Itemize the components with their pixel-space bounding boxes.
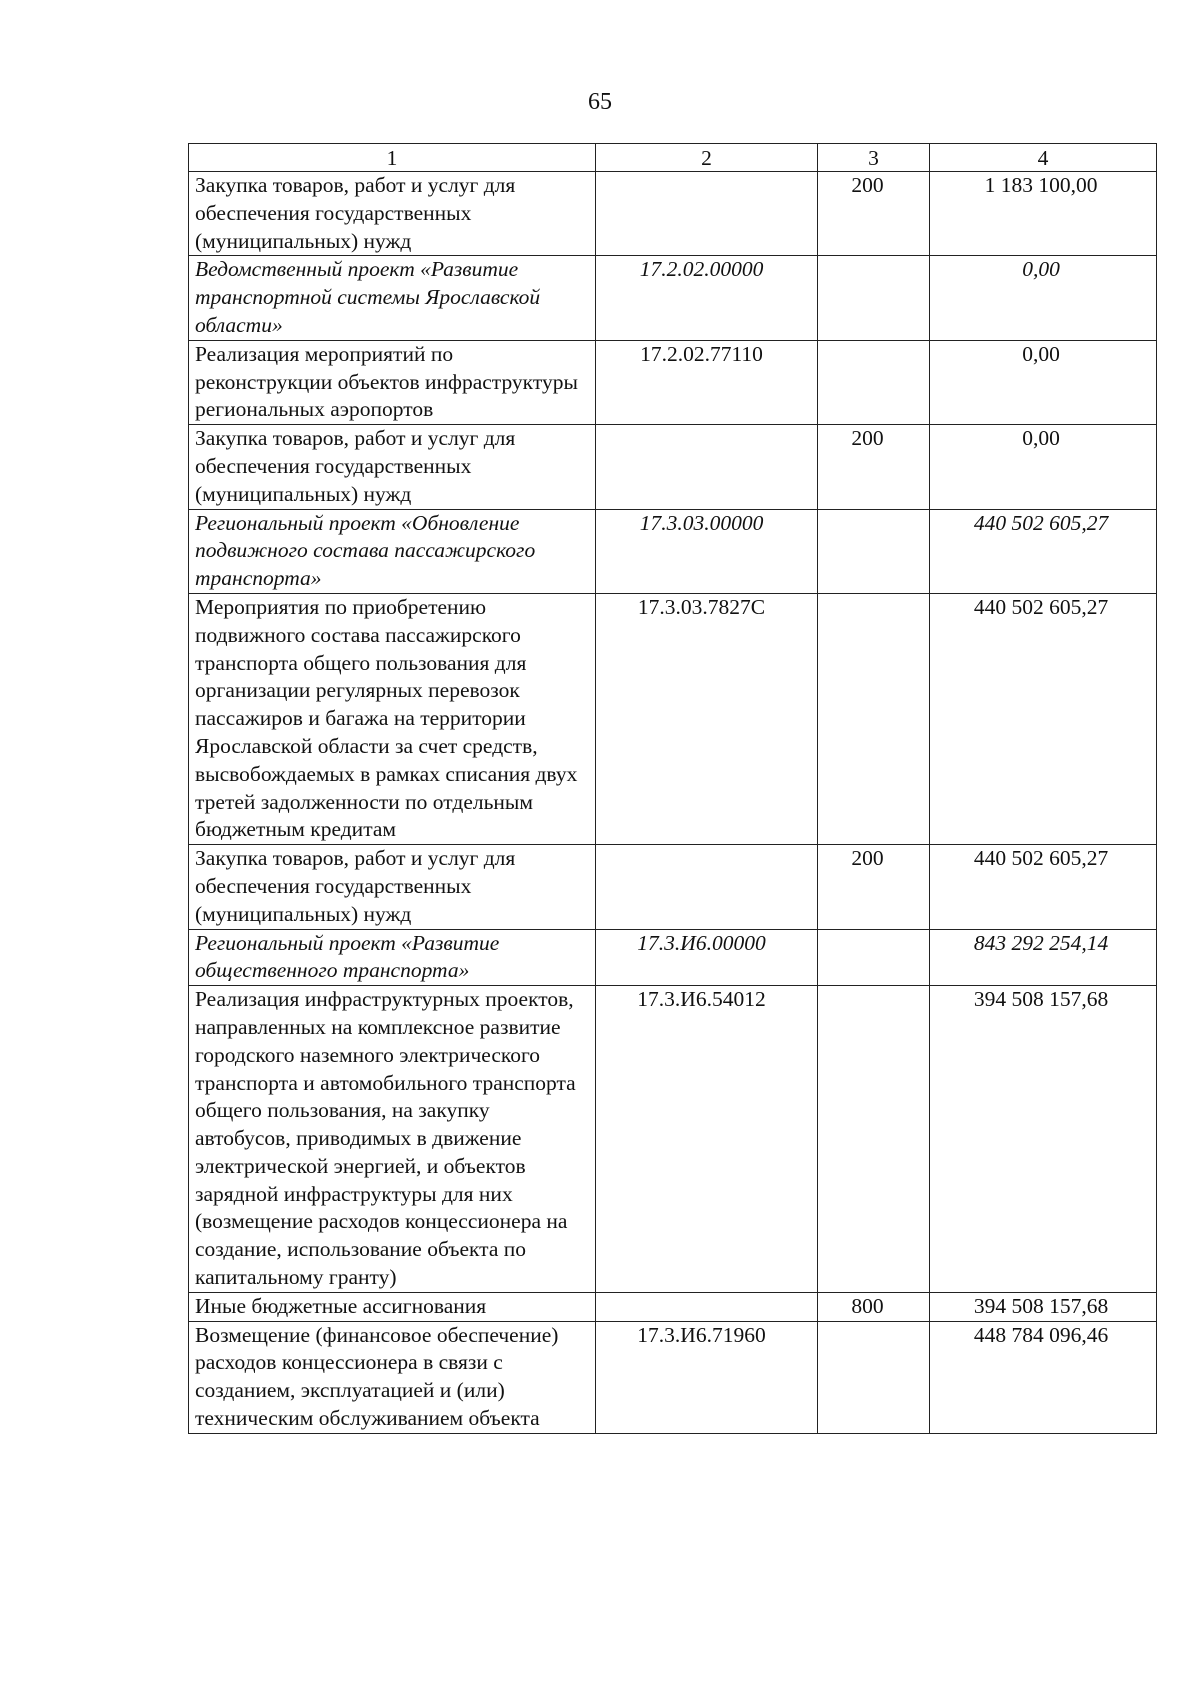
item-amount: 394 508 157,68 (930, 986, 1157, 1293)
expense-type: 200 (818, 172, 930, 256)
table-row (189, 425, 1157, 509)
item-name: Реализация мероприятий по реконструкции объектов инфраструктуры региональных аэропортов (189, 340, 596, 424)
item-code (596, 845, 818, 929)
table-row (189, 593, 1157, 844)
column-header-4: 4 (930, 144, 1157, 172)
item-amount: 0,00 (930, 256, 1157, 340)
table-row (189, 256, 1157, 340)
item-amount: 448 784 096,46 (930, 1321, 1157, 1433)
table-header-row (189, 144, 1157, 172)
item-name: Возмещение (финансовое обеспечение) расходов концессионера в связи с созданием, эксплуатацией и (или) техническим обслуживанием объекта (189, 1321, 596, 1433)
item-name: Закупка товаров, работ и услуг для обеспечения государственных (муниципальных) нужд (189, 425, 596, 509)
item-amount: 0,00 (930, 425, 1157, 509)
table-row (189, 929, 1157, 986)
table-row (189, 1321, 1157, 1433)
item-name: Закупка товаров, работ и услуг для обеспечения государственных (муниципальных) нужд (189, 172, 596, 256)
item-amount: 394 508 157,68 (930, 1292, 1157, 1321)
table-row (189, 986, 1157, 1293)
item-amount: 440 502 605,27 (930, 845, 1157, 929)
expense-type (818, 986, 930, 1293)
item-code (596, 425, 818, 509)
column-header-1: 1 (189, 144, 596, 172)
expense-type (818, 593, 930, 844)
item-name: Закупка товаров, работ и услуг для обеспечения государственных (муниципальных) нужд (189, 845, 596, 929)
column-header-2: 2 (596, 144, 818, 172)
expense-type (818, 256, 930, 340)
table-row (189, 845, 1157, 929)
expense-type: 200 (818, 845, 930, 929)
budget-table (188, 143, 1157, 1434)
table-row (189, 1292, 1157, 1321)
expense-type (818, 1321, 930, 1433)
item-code: 17.3.И6.71960 (596, 1321, 818, 1433)
expense-type: 200 (818, 425, 930, 509)
expense-type: 800 (818, 1292, 930, 1321)
item-amount: 440 502 605,27 (930, 509, 1157, 593)
page-number: 65 (588, 89, 612, 115)
expense-type (818, 509, 930, 593)
item-name: Региональный проект «Обновление подвижного состава пассажирского транспорта» (189, 509, 596, 593)
item-code (596, 1292, 818, 1321)
item-name: Иные бюджетные ассигнования (189, 1292, 596, 1321)
item-code: 17.3.03.00000 (596, 509, 818, 593)
item-code: 17.3.И6.54012 (596, 986, 818, 1293)
table-row (189, 509, 1157, 593)
table-row (189, 340, 1157, 424)
item-name: Мероприятия по приобретению подвижного состава пассажирского транспорта общего пользования для организации регулярных перевозок пассажиров и багажа на территории Ярославской области за счет средств, высвобождаемых в рамках списания двух третей задолженности по отдельным бюджетным кредитам (189, 593, 596, 844)
column-header-3: 3 (818, 144, 930, 172)
table-row (189, 172, 1157, 256)
item-code (596, 172, 818, 256)
item-amount: 0,00 (930, 340, 1157, 424)
item-name: Ведомственный проект «Развитие транспортной системы Ярославской области» (189, 256, 596, 340)
item-code: 17.3.И6.00000 (596, 929, 818, 986)
item-code: 17.2.02.00000 (596, 256, 818, 340)
item-name: Региональный проект «Развитие общественного транспорта» (189, 929, 596, 986)
item-name: Реализация инфраструктурных проектов, направленных на комплексное развитие городского наземного электрического транспорта и автомобильного транспорта общего пользования, на закупку автобусов, приводимых в движение электрической энергией, и объектов зарядной инфраструктуры для них (возмещение расходов концессионера на создание, использование объекта по капитальному гранту) (189, 986, 596, 1293)
item-amount: 1 183 100,00 (930, 172, 1157, 256)
item-amount: 843 292 254,14 (930, 929, 1157, 986)
item-amount: 440 502 605,27 (930, 593, 1157, 844)
item-code: 17.2.02.77110 (596, 340, 818, 424)
expense-type (818, 929, 930, 986)
item-code: 17.3.03.7827С (596, 593, 818, 844)
expense-type (818, 340, 930, 424)
